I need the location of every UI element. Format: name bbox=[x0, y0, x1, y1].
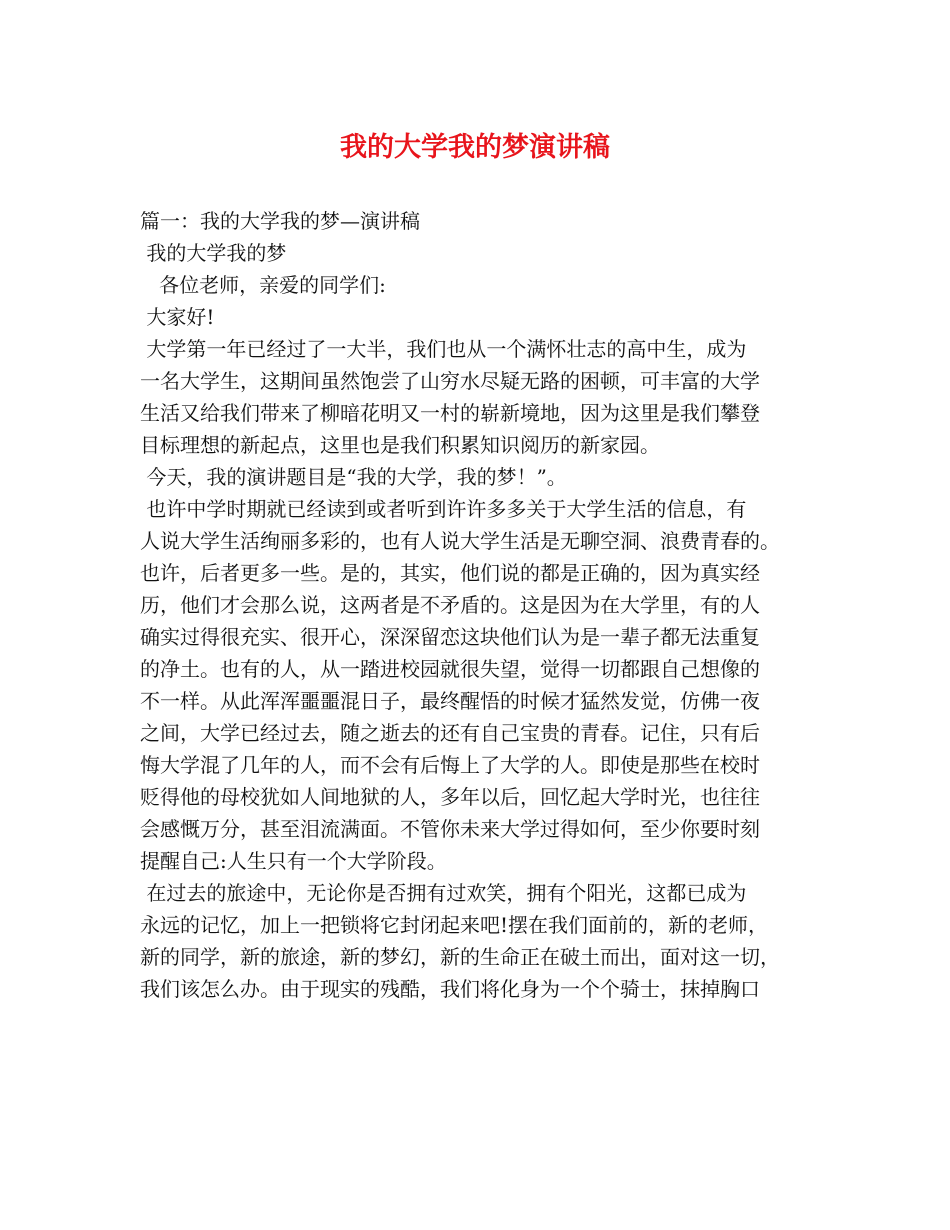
body-line: 历，他们才会那么说，这两者是不矛盾的。这是因为在大学里，有的人 bbox=[140, 593, 760, 617]
body-line: 永远的记忆，加上一把锁将它封闭起来吧!摆在我们面前的，新的老师， bbox=[140, 913, 769, 937]
body-line: 会感慨万分，甚至泪流满面。不管你未来大学过得如何，至少你要时刻 bbox=[140, 817, 760, 841]
body-line: 不一样。从此浑浑噩噩混日子，最终醒悟的时候才猛然发觉，仿佛一夜 bbox=[140, 689, 760, 713]
document-title: 我的大学我的梦演讲稿 bbox=[340, 132, 610, 163]
body-line: 也许，后者更多一些。是的，其实，他们说的都是正确的，因为真实经 bbox=[140, 561, 760, 585]
body-line: 各位老师，亲爱的同学们: bbox=[140, 273, 386, 297]
body-line: 确实过得很充实、很开心，深深留恋这块他们认为是一辈子都无法重复 bbox=[140, 625, 760, 649]
body-line: 目标理想的新起点，这里也是我们积累知识阅历的新家园。 bbox=[140, 433, 660, 457]
body-line: 人说大学生活绚丽多彩的，也有人说大学生活是无聊空洞、浪费青春的。 bbox=[140, 529, 780, 553]
body-line: 篇一：我的大学我的梦—演讲稿 bbox=[140, 209, 420, 233]
body-line: 大家好! bbox=[140, 305, 215, 329]
body-line: 贬得他的母校犹如人间地狱的人，多年以后，回忆起大学时光，也往往 bbox=[140, 785, 760, 809]
body-line: 大学第一年已经过了一大半，我们也从一个满怀壮志的高中生，成为 bbox=[140, 337, 747, 361]
document-body bbox=[140, 205, 830, 1005]
body-line: 我的大学我的梦 bbox=[140, 241, 287, 265]
body-line: 生活又给我们带来了柳暗花明又一村的崭新境地，因为这里是我们攀登 bbox=[140, 401, 760, 425]
body-line: 也许中学时期就已经读到或者听到许许多多关于大学生活的信息，有 bbox=[140, 497, 747, 521]
body-line: 新的同学，新的旅途，新的梦幻，新的生命正在破土而出，面对这一切， bbox=[140, 945, 780, 969]
body-line: 悔大学混了几年的人，而不会有后悔上了大学的人。即使是那些在校时 bbox=[140, 753, 760, 777]
body-line: 提醒自己:人生只有一个大学阶段。 bbox=[140, 849, 447, 873]
body-line: 今天，我的演讲题目是“我的大学，我的梦！”。 bbox=[140, 465, 567, 489]
body-line: 的净土。也有的人，从一踏进校园就很失望，觉得一切都跟自己想像的 bbox=[140, 657, 760, 681]
body-line: 一名大学生，这期间虽然饱尝了山穷水尽疑无路的困顿，可丰富的大学 bbox=[140, 369, 760, 393]
body-line: 之间，大学已经过去，随之逝去的还有自己宝贵的青春。记住，只有后 bbox=[140, 721, 760, 745]
body-line: 在过去的旅途中，无论你是否拥有过欢笑，拥有个阳光，这都已成为 bbox=[140, 881, 747, 905]
body-line: 我们该怎么办。由于现实的残酷，我们将化身为一个个骑士，抹掉胸口 bbox=[140, 977, 760, 1001]
